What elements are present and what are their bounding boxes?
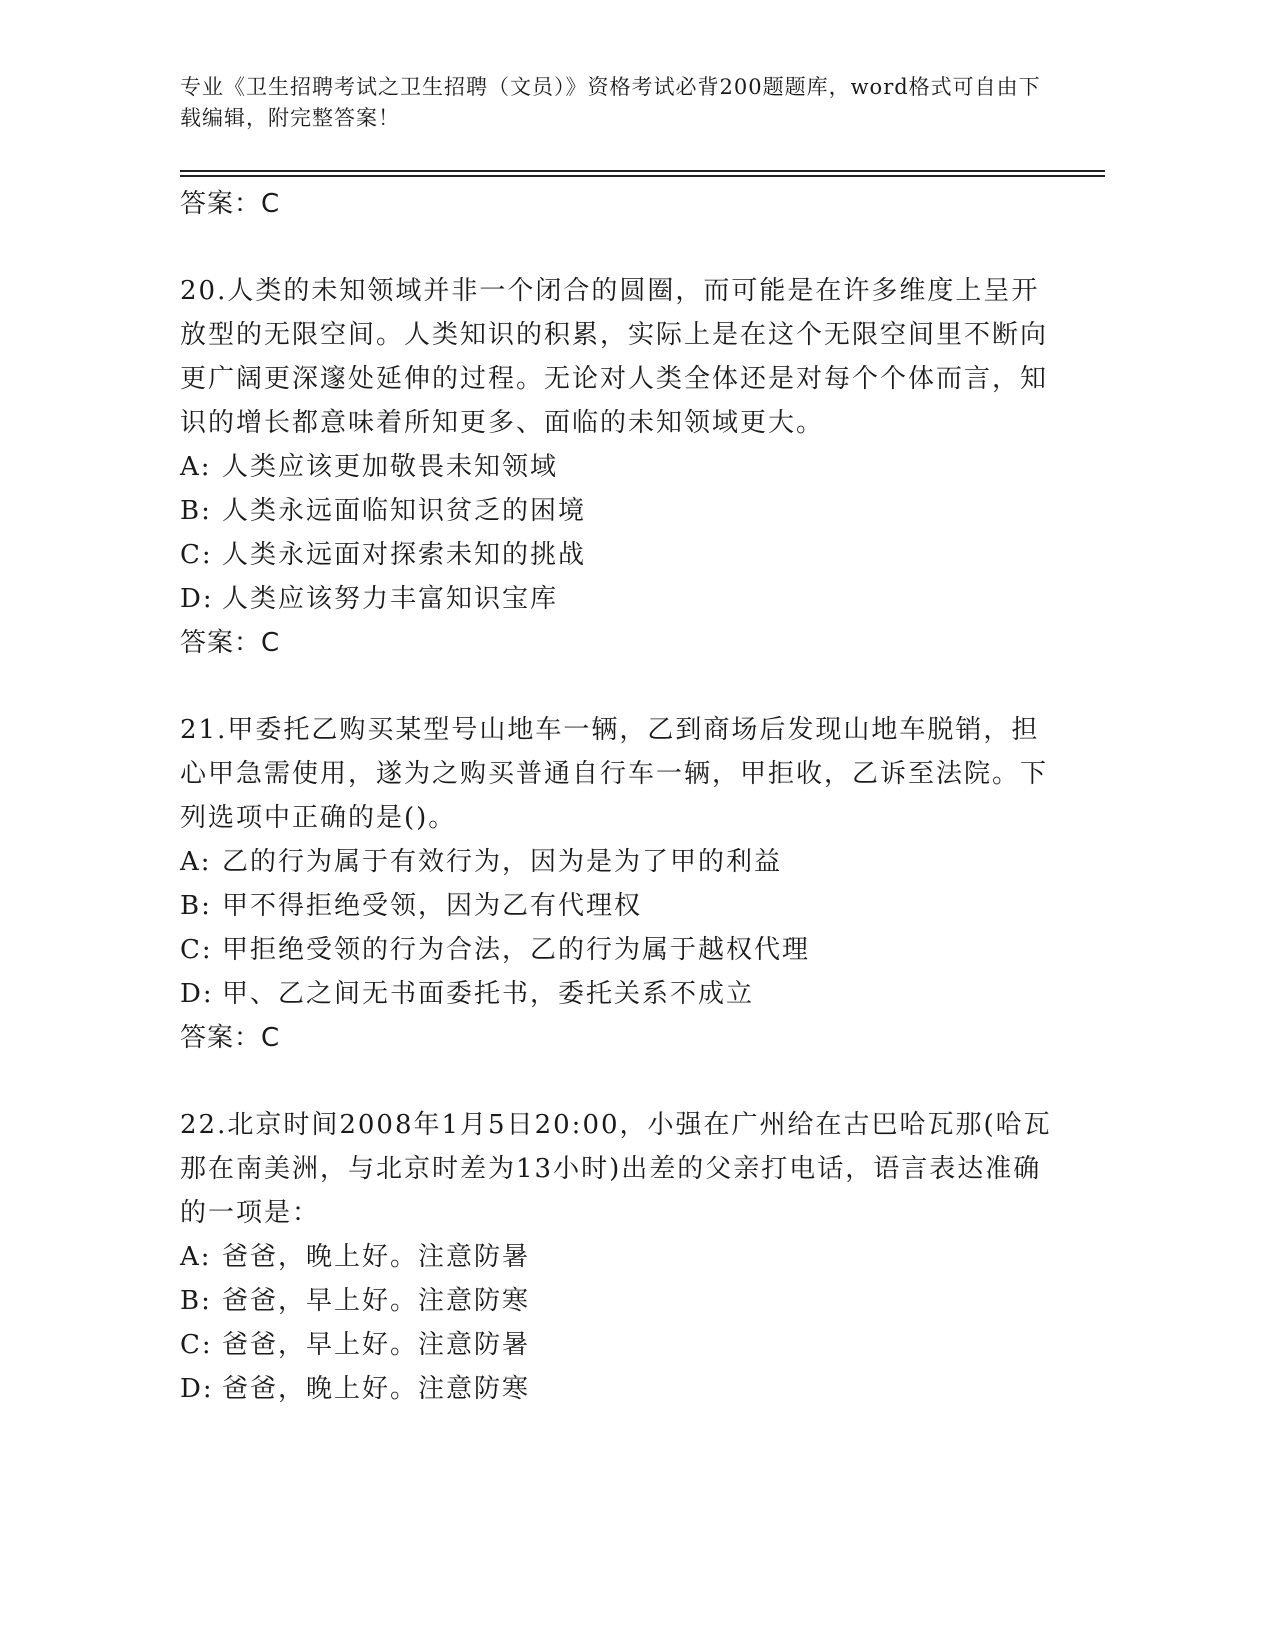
document-header: 专业《卫生招聘考试之卫生招聘（文员）》资格考试必背200题题库，word格式可自由下载编辑，附完整答案！ bbox=[180, 75, 1041, 130]
option-label: D: bbox=[180, 1374, 214, 1404]
question-block bbox=[180, 1103, 1060, 1411]
question-block bbox=[180, 708, 1060, 1060]
option-c bbox=[180, 928, 1060, 972]
option-text: 爸爸，早上好。注意防暑 bbox=[222, 1330, 531, 1360]
question-text: 22.北京时间2008年1月5日20:00，小强在广州给在古巴哈瓦那(哈瓦那在南美洲，与北京时差为13小时)出差的父亲打电话，语言表达准确的一项是： bbox=[180, 1110, 1052, 1228]
option-text: 爸爸，晚上好。注意防寒 bbox=[222, 1374, 531, 1404]
option-c bbox=[180, 1323, 1060, 1367]
option-label: C: bbox=[180, 540, 213, 570]
option-c bbox=[180, 533, 1060, 577]
question-text: 21.甲委托乙购买某型号山地车一辆，乙到商场后发现山地车脱销，担心甲急需使用，遂为之购买普通自行车一辆，甲拒收，乙诉至法院。下列选项中正确的是()。 bbox=[180, 715, 1049, 833]
option-label: C: bbox=[180, 935, 213, 965]
question-block bbox=[180, 269, 1060, 665]
option-label: A: bbox=[180, 847, 212, 877]
answer-line: 答案：C bbox=[180, 189, 281, 219]
option-text: 爸爸，晚上好。注意防暑 bbox=[222, 1242, 531, 1272]
option-label: B: bbox=[180, 891, 212, 921]
option-label: A: bbox=[180, 452, 212, 482]
option-label: B: bbox=[180, 496, 212, 526]
option-text: 人类应该更加敬畏未知领域 bbox=[222, 452, 559, 482]
option-text: 人类永远面临知识贫乏的困境 bbox=[222, 496, 587, 526]
option-b bbox=[180, 489, 1060, 533]
option-text: 甲拒绝受领的行为合法，乙的行为属于越权代理 bbox=[222, 935, 811, 965]
option-b bbox=[180, 884, 1060, 928]
option-label: D: bbox=[180, 584, 214, 614]
option-a bbox=[180, 840, 1060, 884]
option-text: 甲、乙之间无书面委托书，委托关系不成立 bbox=[222, 979, 755, 1009]
option-text: 爸爸，早上好。注意防寒 bbox=[222, 1286, 531, 1316]
question-list bbox=[180, 182, 1060, 1411]
answer-line: 答案：C bbox=[180, 1023, 281, 1053]
question-text: 20.人类的未知领域并非一个闭合的圆圈，而可能是在许多维度上呈开放型的无限空间。人类知识的积累，实际上是在这个无限空间里不断向更广阔更深邃处延伸的过程。无论对人类全体还是对每个个体而言，知识的增长都意味着所知更多、面临的未知领域更大。 bbox=[180, 276, 1049, 438]
option-label: B: bbox=[180, 1286, 212, 1316]
option-b bbox=[180, 1279, 1060, 1323]
option-d bbox=[180, 577, 1060, 621]
option-label: D: bbox=[180, 979, 214, 1009]
option-text: 人类永远面对探索未知的挑战 bbox=[222, 540, 587, 570]
option-label: C: bbox=[180, 1330, 213, 1360]
option-text: 甲不得拒绝受领，因为乙有代理权 bbox=[222, 891, 643, 921]
header-divider-top bbox=[180, 170, 1105, 172]
option-text: 乙的行为属于有效行为，因为是为了甲的利益 bbox=[222, 847, 783, 877]
option-d bbox=[180, 972, 1060, 1016]
option-d bbox=[180, 1367, 1060, 1411]
answer-line: 答案：C bbox=[180, 628, 281, 658]
option-label: A: bbox=[180, 1242, 212, 1272]
option-a bbox=[180, 1235, 1060, 1279]
option-text: 人类应该努力丰富知识宝库 bbox=[222, 584, 559, 614]
header-divider-bottom bbox=[180, 175, 1105, 177]
option-a bbox=[180, 445, 1060, 489]
